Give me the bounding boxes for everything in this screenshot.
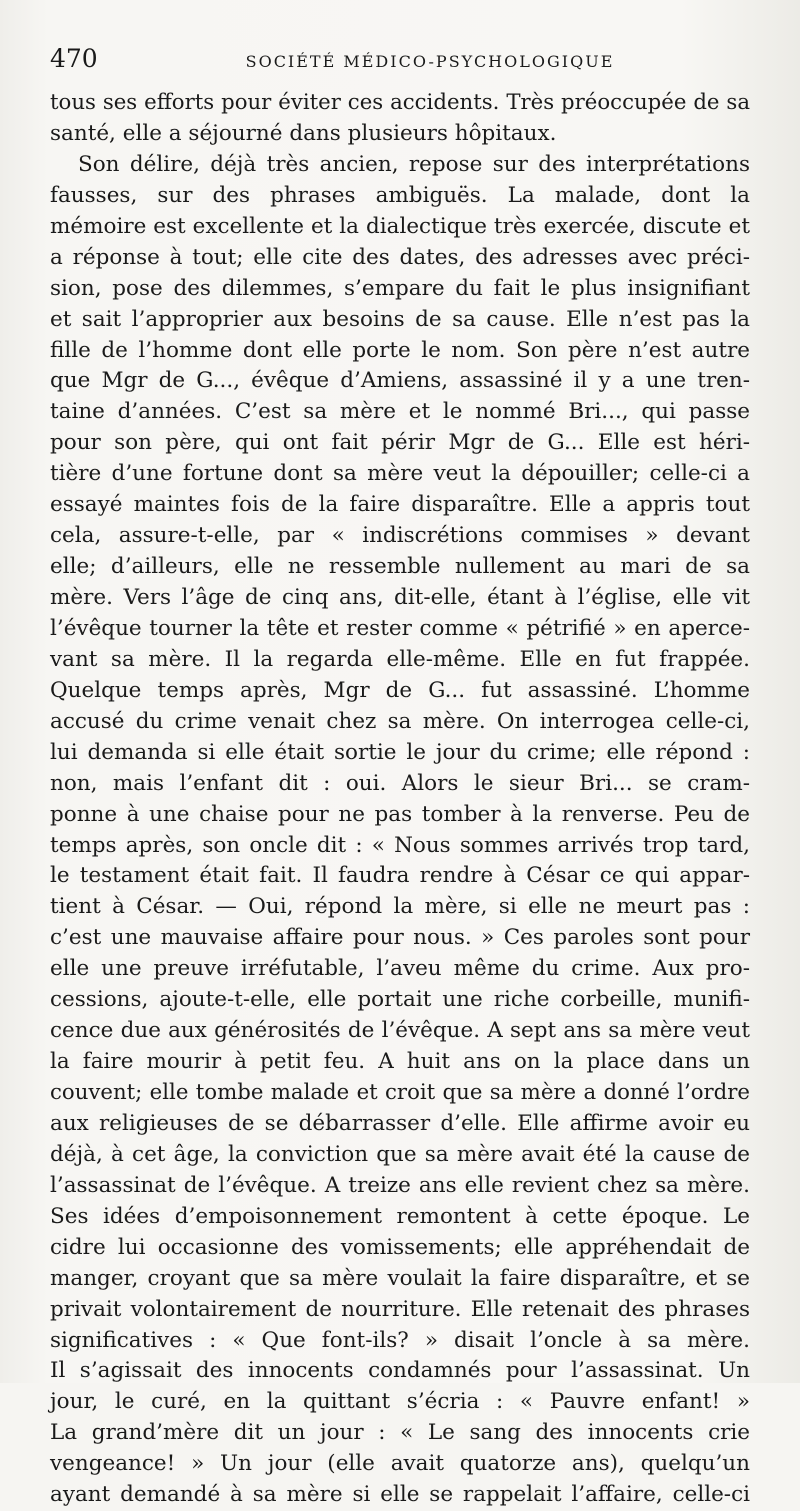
text-line: non, mais l’enfant dit : oui. Alors le sieur Bri... se cram- [50,770,750,796]
text-line: cence due aux générosités de l’évêque. A sept ans sa mère veut [50,1018,750,1044]
text-line: Quelque temps après, Mgr de G... fut assassiné. L’homme [50,677,750,703]
text-line: mère. Vers l’âge de cinq ans, dit-elle, étant à l’église, elle vit [50,585,750,610]
text-line: fausses, sur des phrases ambiguës. La malade, dont la [50,182,750,208]
text-line: privait volontairement de nourriture. Elle retenait des phrases [50,1296,750,1322]
text-line: jour, le curé, en la quittant s’écria : « Pauvre enfant! » [50,1389,750,1415]
text-line: manger, croyant que sa mère voulait la faire disparaître, et se [50,1265,750,1291]
page-number: 470 [50,44,98,73]
text-line: c’est une mauvaise affaire pour nous. » Ces paroles sont pour [50,925,750,951]
text-line: mémoire est excellente et la dialectique très exercée, discute et [50,213,750,239]
text-line: et sait l’approprier aux besoins de sa cause. Elle n’est pas la [50,306,750,332]
text-line: cela, assure-t-elle, par « indiscrétions commises » devant [50,523,750,549]
text-line: ponne à une chaise pour ne pas tomber à la renverse. Peu de [50,801,750,827]
text-line: tière d’une fortune dont sa mère veut la dépouiller; celle-ci a [50,461,750,487]
text-line: lui demanda si elle était sortie le jour du crime; elle répond : [50,739,750,765]
text-line: pour son père, qui ont fait périr Mgr de G... Elle est héri- [50,430,750,456]
text-line: l’évêque tourner la tête et rester comme « pétrifié » en aperce- [50,615,750,641]
text-line: vant sa mère. Il la regarda elle-même. Elle en fut frappée. [50,646,750,672]
page-header [50,44,750,74]
text-line: accusé du crime venait chez sa mère. On interrogea celle-ci, [50,708,750,734]
text-line: a réponse à tout; elle cite des dates, des adresses avec préci- [50,244,750,270]
text-line: l’assassinat de l’évêque. A treize ans elle revient chez sa mère. [50,1172,750,1198]
running-head: SOCIÉTÉ MÉDICO-PSYCHOLOGIQUE [245,52,615,71]
text-line: couvent; elle tombe malade et croit que sa mère a donné l’ordre [50,1080,750,1105]
text-line: fille de l’homme dont elle porte le nom. Son père n’est autre [50,337,750,363]
text-line: La grand’mère dit un jour : « Le sang des innocents crie [50,1420,750,1446]
body-text [50,88,750,1511]
text-line: temps après, son oncle dit : « Nous sommes arrivés trop tard, [50,832,750,858]
text-line: déjà, à cet âge, la conviction que sa mère avait été la cause de [50,1141,750,1167]
text-line: sion, pose des dilemmes, s’empare du fait le plus insignifiant [50,275,750,301]
text-line: que Mgr de G..., évêque d’Amiens, assassiné il y a une tren- [50,368,750,394]
text-line: tous ses efforts pour éviter ces accidents. Très préoccupée de sa [50,90,750,115]
text-line: le testament était fait. Il faudra rendre à César ce qui appar- [50,863,750,889]
text-line: elle une preuve irréfutable, l’aveu même du crime. Aux pro- [50,956,750,982]
text-line: cessions, ajoute-t-elle, elle portait une riche corbeille, munifi- [50,987,750,1013]
text-line: essayé maintes fois de la faire disparaître. Elle a appris tout [50,492,750,518]
text-line: elle; d’ailleurs, elle ne ressemble nullement au mari de sa [50,554,750,580]
text-line: la faire mourir à petit feu. A huit ans on la place dans un [50,1049,750,1075]
text-line: cidre lui occasionne des vomissements; elle appréhendait de [50,1234,750,1260]
text-line: aux religieuses de se débarrasser d’elle. Elle affirme avoir eu [50,1110,750,1136]
text-line: ayant demandé à sa mère si elle se rappelait l’affaire, celle-ci [50,1482,750,1508]
text-line: Ses idées d’empoisonnement remontent à cette époque. Le [50,1203,750,1229]
text-line: santé, elle a séjourné dans plusieurs hôpitaux. [50,120,557,146]
text-line: taine d’années. C’est sa mère et le nommé Bri..., qui passe [50,399,750,425]
text-line: Son délire, déjà très ancien, repose sur des interprétations [78,151,750,177]
text-line: significatives : « Que font-ils? » disait l’oncle à sa mère. [50,1327,750,1353]
text-line: Il s’agissait des innocents condamnés pour l’assassinat. Un [50,1358,750,1384]
text-line: tient à César. — Oui, répond la mère, si elle ne meurt pas : [50,894,750,920]
text-line: vengeance! » Un jour (elle avait quatorze ans), quelqu’un [50,1451,750,1477]
